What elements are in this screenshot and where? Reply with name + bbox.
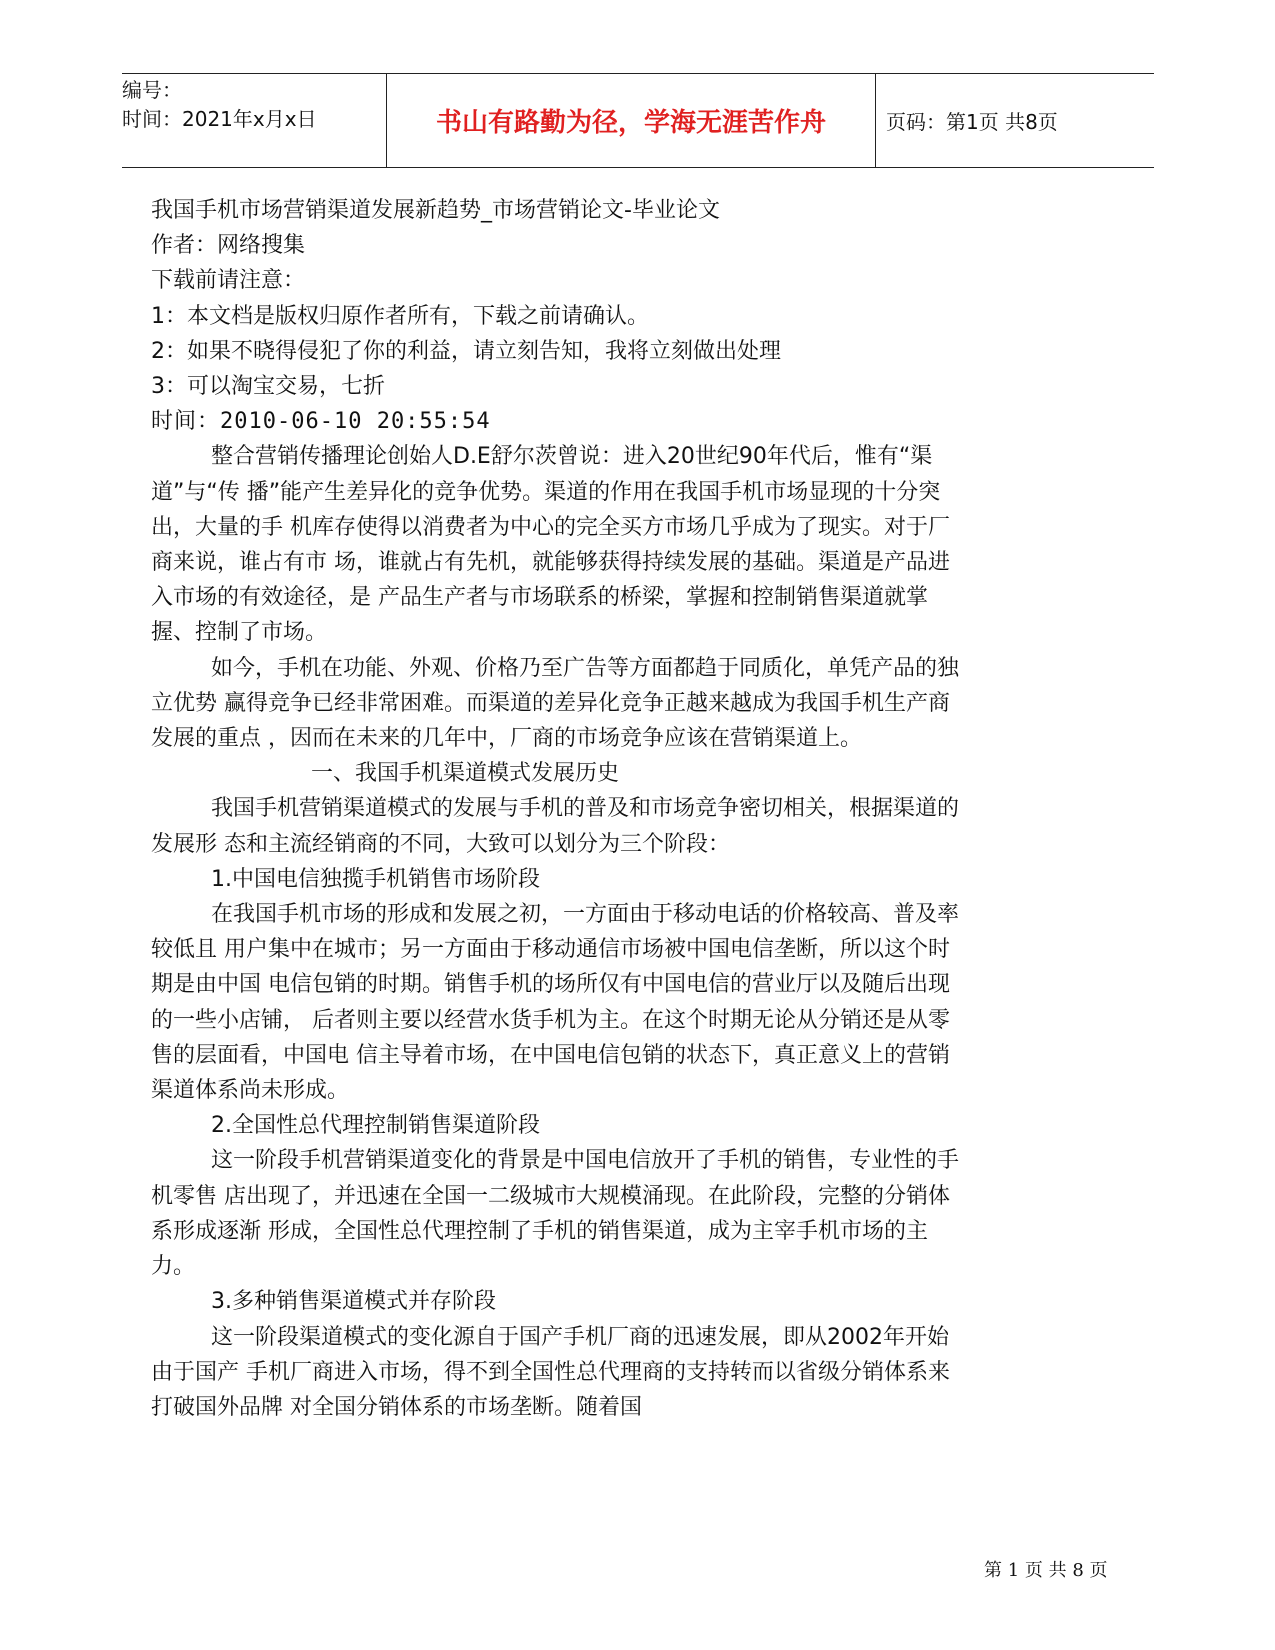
doc-author: 作者：网络搜集 (151, 233, 306, 259)
paragraph: 整合营销传播理论创始人D.E舒尔茨曾说：进入20世纪90年代后，惟有“渠道”与“传 播”能产生差异化的竞争优势。渠道的作用在我国手机市场显现的十分突出，大量的手 机库存使得以消费者为中心的完全买方市场几乎成为了现实。对于厂商来说，谁占有市 场，谁就占有先机，就能够获得持续发展的基础。渠道是产品进入市场的有效途径，是 产品生产者与市场联系的桥梁，掌握和控制销售渠道就掌握、控制了市场。 (151, 444, 950, 646)
motto: 书山有路勤为径，学海无涯苦作舟 (386, 74, 876, 167)
page-info: 页码：第1页 共8页 (886, 110, 1058, 134)
stage-heading: 1.中国电信独揽手机销售市场阶段 (211, 866, 540, 892)
stage-heading: 2.全国性总代理控制销售渠道阶段 (211, 1113, 540, 1139)
paragraph: 这一阶段手机营销渠道变化的背景是中国电信放开了手机的销售，专业性的手机零售 店出现了，并迅速在全国一二级城市大规模涌现。在此阶段，完整的分销体系形成逐渐 形成，全国性总代理控制了手机的销售渠道，成为主宰手机市场的主力。 (151, 1148, 960, 1280)
doc-time: 时间：2010-06-10 20:55:54 (151, 409, 491, 435)
number-label: 编号： (122, 78, 182, 102)
stage-heading: 3.多种销售渠道模式并存阶段 (211, 1289, 496, 1315)
paragraph: 如今，手机在功能、外观、价格乃至广告等方面都趋于同质化，单凭产品的独立优势 赢得竞争已经非常困难。而渠道的差异化竞争正越来越成为我国手机生产商发展的重点 ，因而在未来的几年中，厂商的市场竞争应该在营销渠道上。 (151, 655, 960, 752)
page-footer: 第 1 页 共 8 页 (984, 1560, 1108, 1581)
notice-item: 1：本文档是版权归原作者所有，下载之前请确认。 (151, 303, 649, 329)
date-label: 时间：2021年x月x日 (122, 107, 317, 131)
doc-title: 我国手机市场营销渠道发展新趋势_市场营销论文-毕业论文 (151, 198, 720, 223)
paragraph: 这一阶段渠道模式的变化源自于国产手机厂商的迅速发展，即从2002年开始由于国产 手机厂商进入市场，得不到全国性总代理商的支持转而以省级分销体系来打破国外品牌 对全国分销体系的市场垄断。随着国 (151, 1324, 950, 1420)
notice-heading: 下载前请注意： (151, 268, 306, 294)
paragraph: 我国手机营销渠道模式的发展与手机的普及和市场竞争密切相关，根据渠道的发展形 态和主流经销商的不同，大致可以划分为三个阶段： (151, 796, 960, 857)
page-header (122, 73, 1154, 168)
section-heading: 一、我国手机渠道模式发展历史 (311, 761, 620, 787)
header-left (122, 74, 386, 169)
notice-item: 3：可以淘宝交易，七折 (151, 374, 385, 400)
notice-item: 2：如果不晓得侵犯了你的利益，请立刻告知，我将立刻做出处理 (151, 338, 781, 364)
paragraph: 在我国手机市场的形成和发展之初，一方面由于移动电话的价格较高、普及率较低且 用户集中在城市；另一方面由于移动通信市场被中国电信垄断，所以这个时期是由中国 电信包销的时期。销售手机的场所仅有中国电信的营业厅以及随后出现的一些小店铺， 后者则主要以经营水货手机为主。在这个时期无论从分销还是从零售的层面看，中国电 信主导着市场，在中国电信包销的状态下，真正意义上的营销渠道体系尚未形成。 (151, 902, 960, 1104)
document-body (151, 193, 964, 1425)
